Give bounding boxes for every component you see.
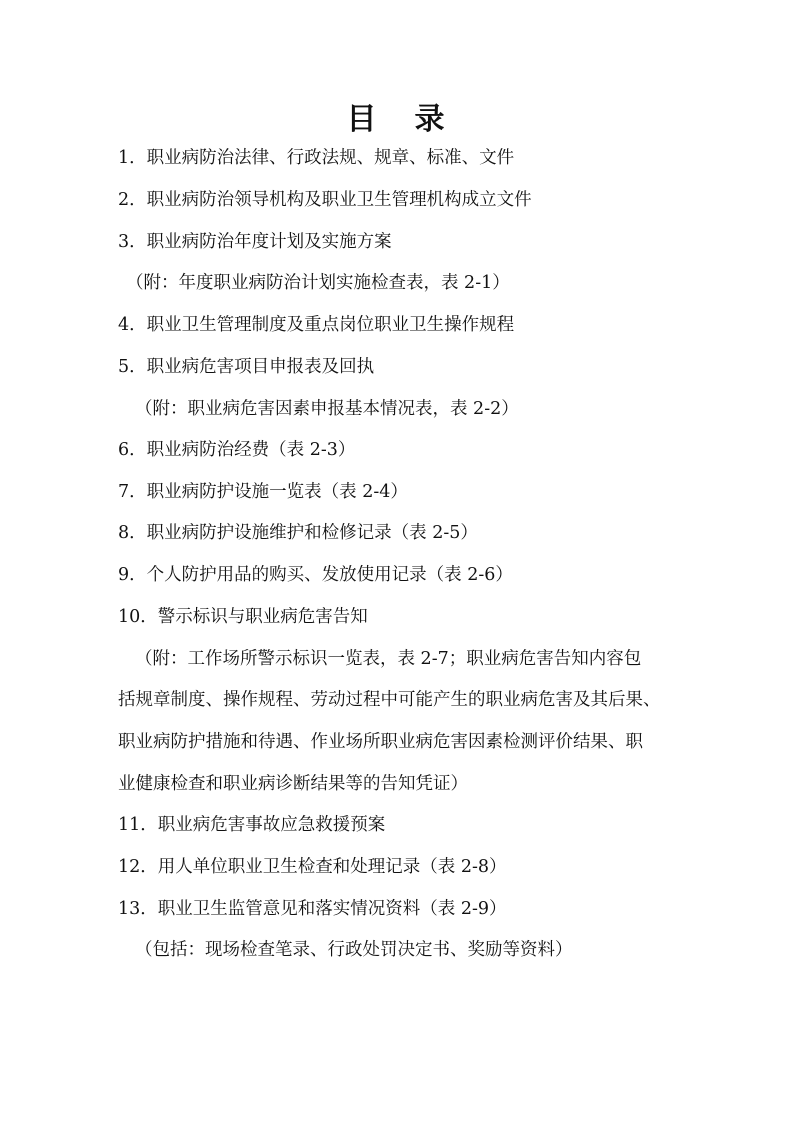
- toc-item-7: 7．职业病防护设施一览表（表 2-4）: [118, 482, 408, 502]
- toc-item-6: 6．职业病防治经费（表 2-3）: [118, 440, 356, 460]
- toc-note-10-line-2: 括规章制度、操作规程、劳动过程中可能产生的职业病危害及其后果、: [118, 690, 661, 710]
- toc-note-10-line-3: 职业病防护措施和待遇、作业场所职业病危害因素检测评价结果、职: [118, 732, 643, 752]
- toc-note-3: （附：年度职业病防治计划实施检查表，表 2-1）: [126, 273, 510, 293]
- toc-item-5: 5．职业病危害项目申报表及回执: [118, 357, 375, 377]
- toc-item-13: 13．职业卫生监管意见和落实情况资料（表 2-9）: [118, 899, 507, 919]
- toc-item-11: 11．职业病危害事故应急救援预案: [118, 815, 386, 835]
- page-title: [0, 94, 793, 138]
- toc-item-12: 12．用人单位职业卫生检查和处理记录（表 2-8）: [118, 857, 507, 877]
- toc-item-10: 10．警示标识与职业病危害告知: [118, 607, 368, 627]
- toc-item-9: 9．个人防护用品的购买、发放使用记录（表 2-6）: [118, 565, 513, 585]
- toc-note-5: （附：职业病危害因素申报基本情况表，表 2-2）: [135, 399, 519, 419]
- title-char-2: 录: [414, 102, 447, 137]
- title-char-1: 目: [346, 102, 379, 137]
- toc-item-1: 1．职业病防治法律、行政法规、规章、标准、文件: [118, 148, 515, 168]
- toc-note-13: （包括：现场检查笔录、行政处罚决定书、奖励等资料）: [135, 940, 573, 960]
- toc-item-3: 3．职业病防治年度计划及实施方案: [118, 232, 392, 252]
- toc-item-4: 4．职业卫生管理制度及重点岗位职业卫生操作规程: [118, 315, 515, 335]
- toc-item-2: 2．职业病防治领导机构及职业卫生管理机构成立文件: [118, 190, 532, 210]
- toc-note-10-line-1: （附：工作场所警示标识一览表，表 2-7；职业病危害告知内容包: [135, 649, 642, 669]
- toc-item-8: 8．职业病防护设施维护和检修记录（表 2-5）: [118, 523, 478, 543]
- toc-note-10-line-4: 业健康检查和职业病诊断结果等的告知凭证）: [118, 774, 468, 794]
